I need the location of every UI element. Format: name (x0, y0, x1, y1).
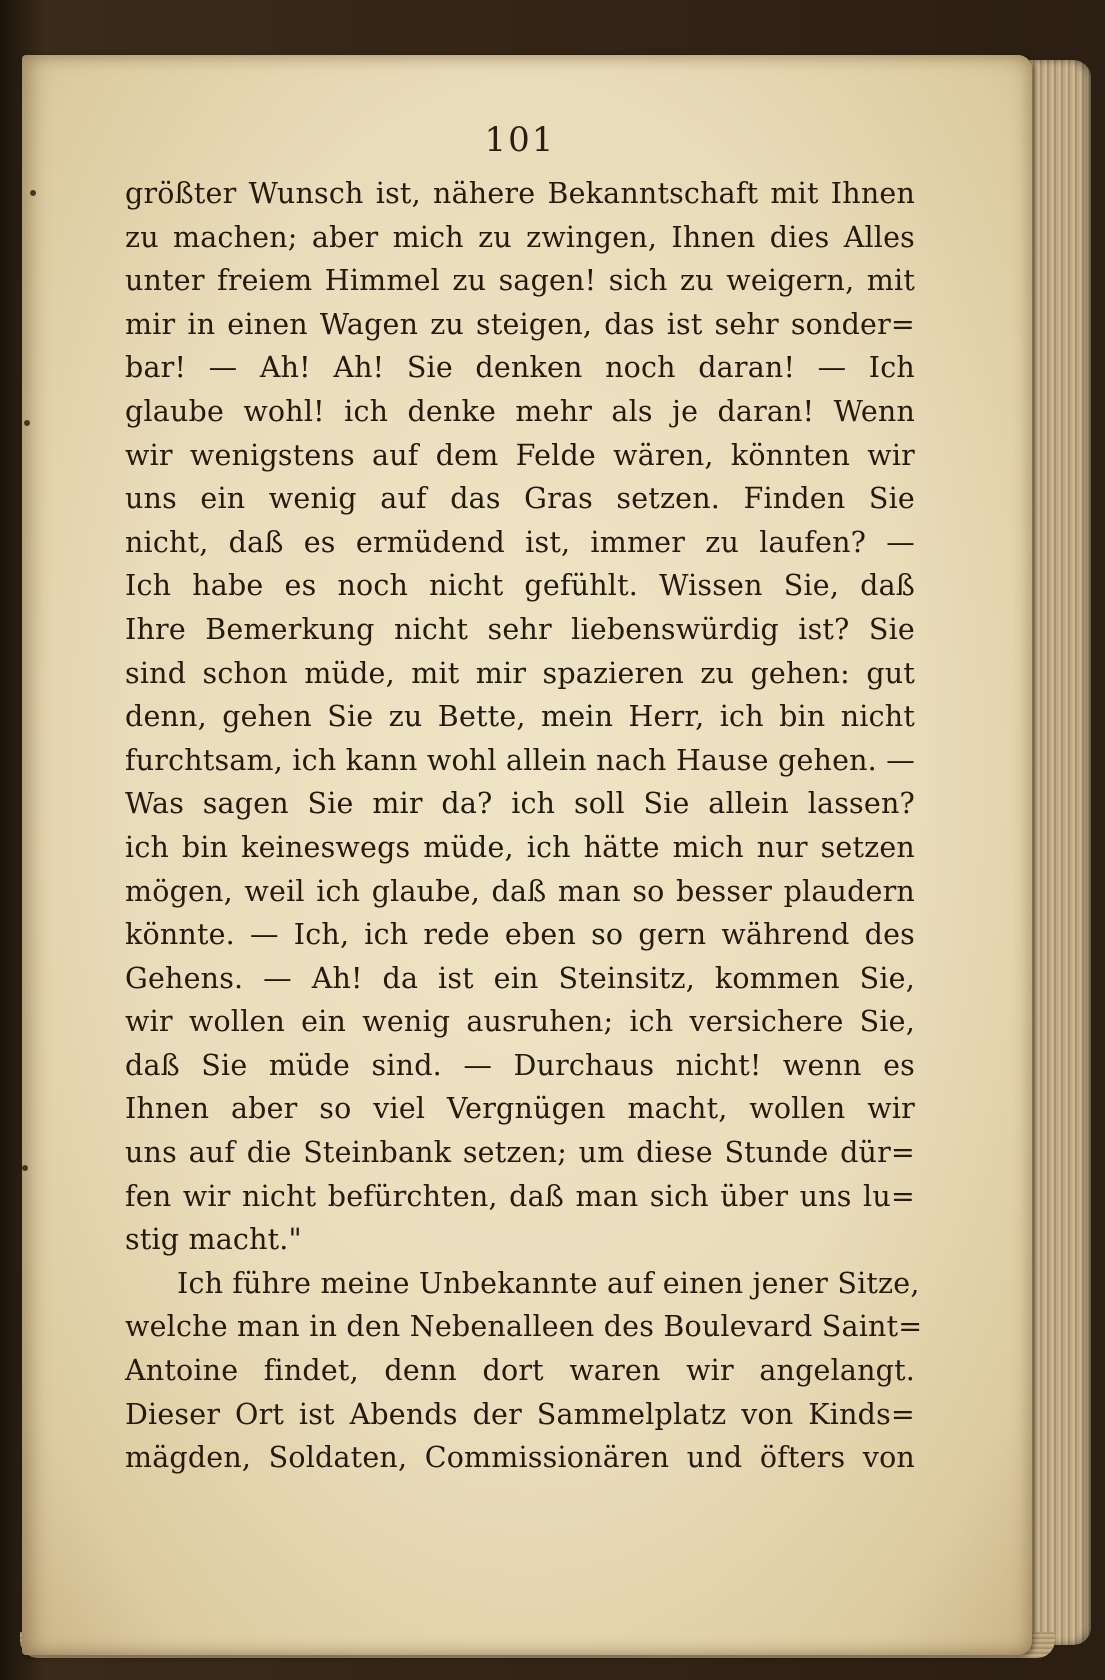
text-line: wir wenigstens auf dem Felde wären, könnten wir (125, 438, 915, 472)
body-text (125, 172, 923, 1480)
text-line: uns auf die Steinbank setzen; um diese Stunde dür= (125, 1136, 915, 1170)
margin-mark (24, 420, 30, 426)
text-line: welche man in den Nebenalleen des Boulevard Saint= (125, 1310, 923, 1344)
text-line: denn, gehen Sie zu Bette, mein Herr, ich bin nicht (125, 700, 915, 734)
text-line: glaube wohl! ich denke mehr als je daran! Wenn (125, 394, 915, 428)
text-line: Ich führe meine Unbekannte auf einen jener Sitze, (177, 1266, 920, 1300)
text-line: furchtsam, ich kann wohl allein nach Hause gehen. — (125, 743, 915, 777)
text-line: nicht, daß es ermüdend ist, immer zu laufen? — (125, 525, 915, 559)
text-line: Ich habe es noch nicht gefühlt. Wissen Sie, daß (125, 569, 915, 603)
text-line: mögen, weil ich glaube, daß man so besser plaudern (125, 874, 915, 908)
text-line: uns ein wenig auf das Gras setzen. Finden Sie (125, 482, 915, 516)
text-line: mir in einen Wagen zu steigen, das ist sehr sonder= (125, 307, 915, 341)
text-line: Antoine findet, denn dort waren wir angelangt. (125, 1354, 915, 1388)
text-line: Dieser Ort ist Abends der Sammelplatz von Kinds= (125, 1397, 915, 1431)
text-line: mägden, Soldaten, Commissionären und öfters von (125, 1441, 915, 1475)
text-line: ich bin keineswegs müde, ich hätte mich nur setzen (125, 830, 915, 864)
text-line: wir wollen ein wenig ausruhen; ich versichere Sie, (125, 1005, 915, 1039)
page-number: 101 (484, 120, 556, 160)
text-line: Ihre Bemerkung nicht sehr liebenswürdig ist? Sie (125, 612, 915, 646)
text-line: Was sagen Sie mir da? ich soll Sie allein lassen? (125, 787, 915, 821)
text-line: stig macht." (125, 1223, 302, 1257)
text-line: unter freiem Himmel zu sagen! sich zu weigern, mit (125, 264, 915, 298)
text-line: daß Sie müde sind. — Durchaus nicht! wenn es (125, 1048, 915, 1082)
text-line: sind schon müde, mit mir spazieren zu gehen: gut (125, 656, 915, 690)
text-line: größter Wunsch ist, nähere Bekanntschaft mit Ihnen (125, 177, 915, 210)
margin-mark (22, 1165, 28, 1171)
text-line: fen wir nicht befürchten, daß man sich über uns lu= (125, 1179, 915, 1213)
text-line: Ihnen aber so viel Vergnügen macht, wollen wir (125, 1092, 915, 1126)
text-line: könnte. — Ich, ich rede eben so gern während des (125, 918, 915, 952)
text-line: Gehens. — Ah! da ist ein Steinsitz, kommen Sie, (125, 961, 915, 995)
text-line: zu machen; aber mich zu zwingen, Ihnen dies Alles (125, 220, 915, 254)
text-line: bar! — Ah! Ah! Sie denken noch daran! — Ich (125, 351, 915, 385)
page-stack-edge (1029, 60, 1091, 1645)
margin-mark (30, 190, 36, 196)
